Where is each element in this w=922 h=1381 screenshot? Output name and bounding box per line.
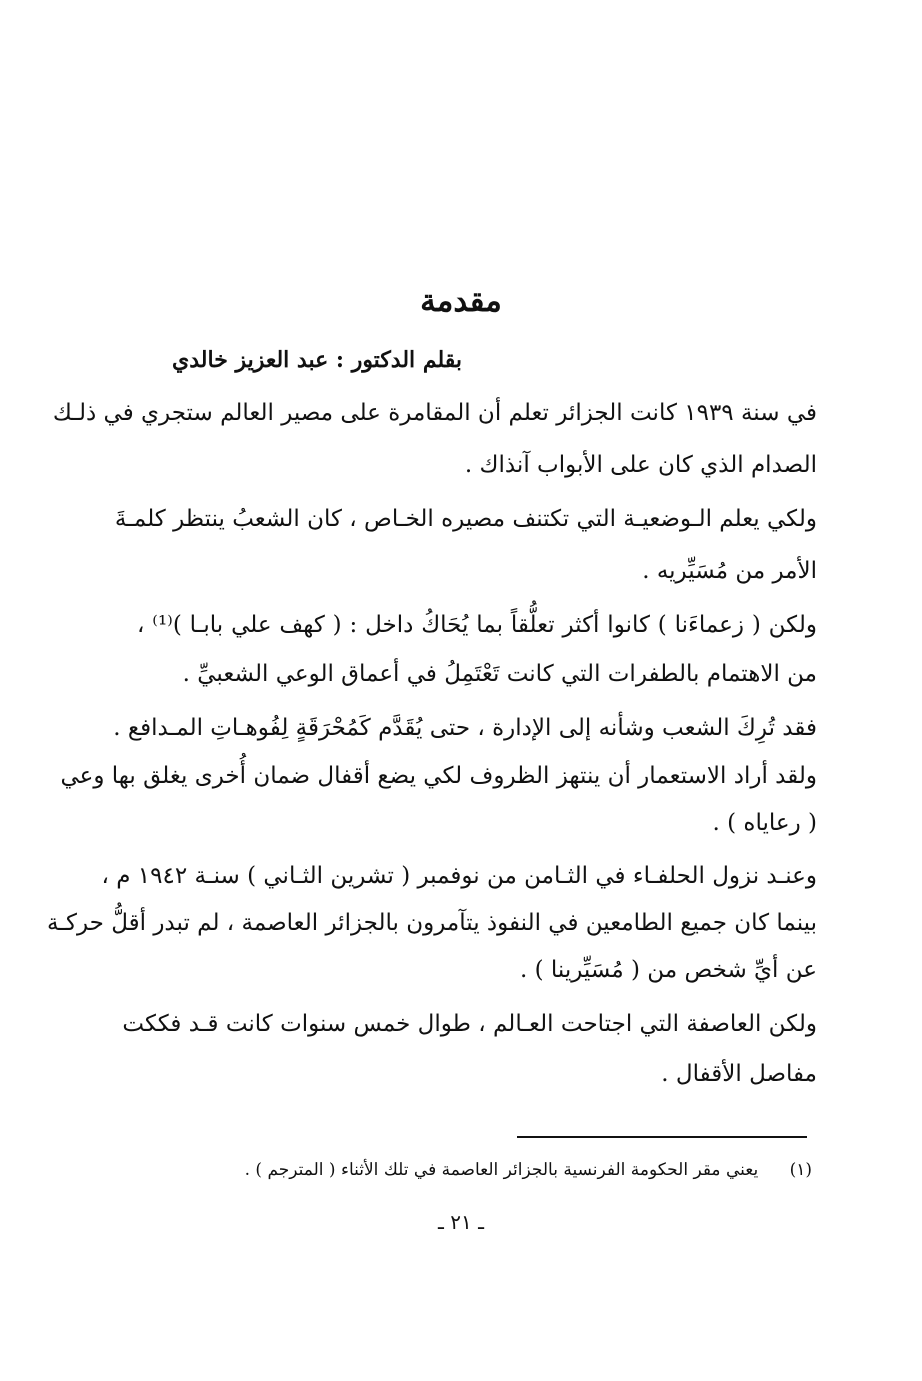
paragraph-2-line-1: ولكي يعلم الـوضعيـة التي تكتنف مصيره الخـاص ، كان الشعبُ ينتظر كلمـةَ [114, 506, 817, 532]
paragraph-1-line-2: الصدام الذي كان على الأبواب آنذاك . [464, 452, 817, 478]
paragraph-3-line-1: ولكن ( زعماءَنا ) كانوا أكثر تعلُّقاً بما يُحَاكُ داخل : ( كهف علي بابـا )⁽¹⁾ ، [137, 612, 817, 638]
paragraph-6-line-2: مفاصل الأقفال . [661, 1061, 817, 1087]
paragraph-4-line-3: ( رعاياه ) . [712, 810, 817, 836]
paragraph-5-line-3: عن أيِّ شخص من ( مُسَيِّرينا ) . [519, 957, 817, 983]
paragraph-5-line-2: بينما كان جميع الطامعين في النفوذ يتآمرون بالجزائر العاصمة ، لم تبدر أقلُّ حركـة [46, 910, 817, 936]
paragraph-1-line-1: في سنة ١٩٣٩ كانت الجزائر تعلم أن المقامرة على مصير العالم ستجري في ذلـك [52, 400, 817, 426]
paragraph-2-line-2: الأمر من مُسَيِّريه . [642, 558, 817, 584]
paragraph-4-line-1: فقد تُرِكَ الشعب وشأنه إلى الإدارة ، حتى يُقَدَّم كَمُحْرَقَةٍ لِفُوهـاتِ المـدافع . [113, 715, 817, 741]
paragraph-4-line-2: ولقد أراد الاستعمار أن ينتهز الظروف لكي يضع أقفال ضمان أُخرى يغلق بها وعي [60, 763, 817, 789]
footnote-separator [517, 1136, 807, 1138]
page-title: مقدمة [420, 283, 502, 319]
footnote [132, 1158, 812, 1182]
footnote-text: يعني مقر الحكومة الفرنسية بالجزائر العاصمة في تلك الأثناء ( المترجم ) . [244, 1160, 759, 1180]
author-line: بقلم الدكتور : عبد العزيز خالدي [172, 347, 462, 373]
page-number: ـ ٢١ ـ [438, 1210, 484, 1234]
footnote-number: (١) [789, 1160, 812, 1180]
paragraph-6-line-1: ولكن العاصفة التي اجتاحت العـالم ، طوال خمس سنوات كانت قـد فككت [122, 1011, 817, 1037]
paragraph-5-line-1: وعنـد نزول الحلفـاء في الثـامن من نوفمبر ( تشرين الثـاني ) سنـة ١٩٤٢ م ، [101, 863, 817, 889]
paragraph-3-line-2: من الاهتمام بالطفرات التي كانت تَعْتَمِلُ في أعماق الوعي الشعبيِّ . [182, 661, 817, 687]
